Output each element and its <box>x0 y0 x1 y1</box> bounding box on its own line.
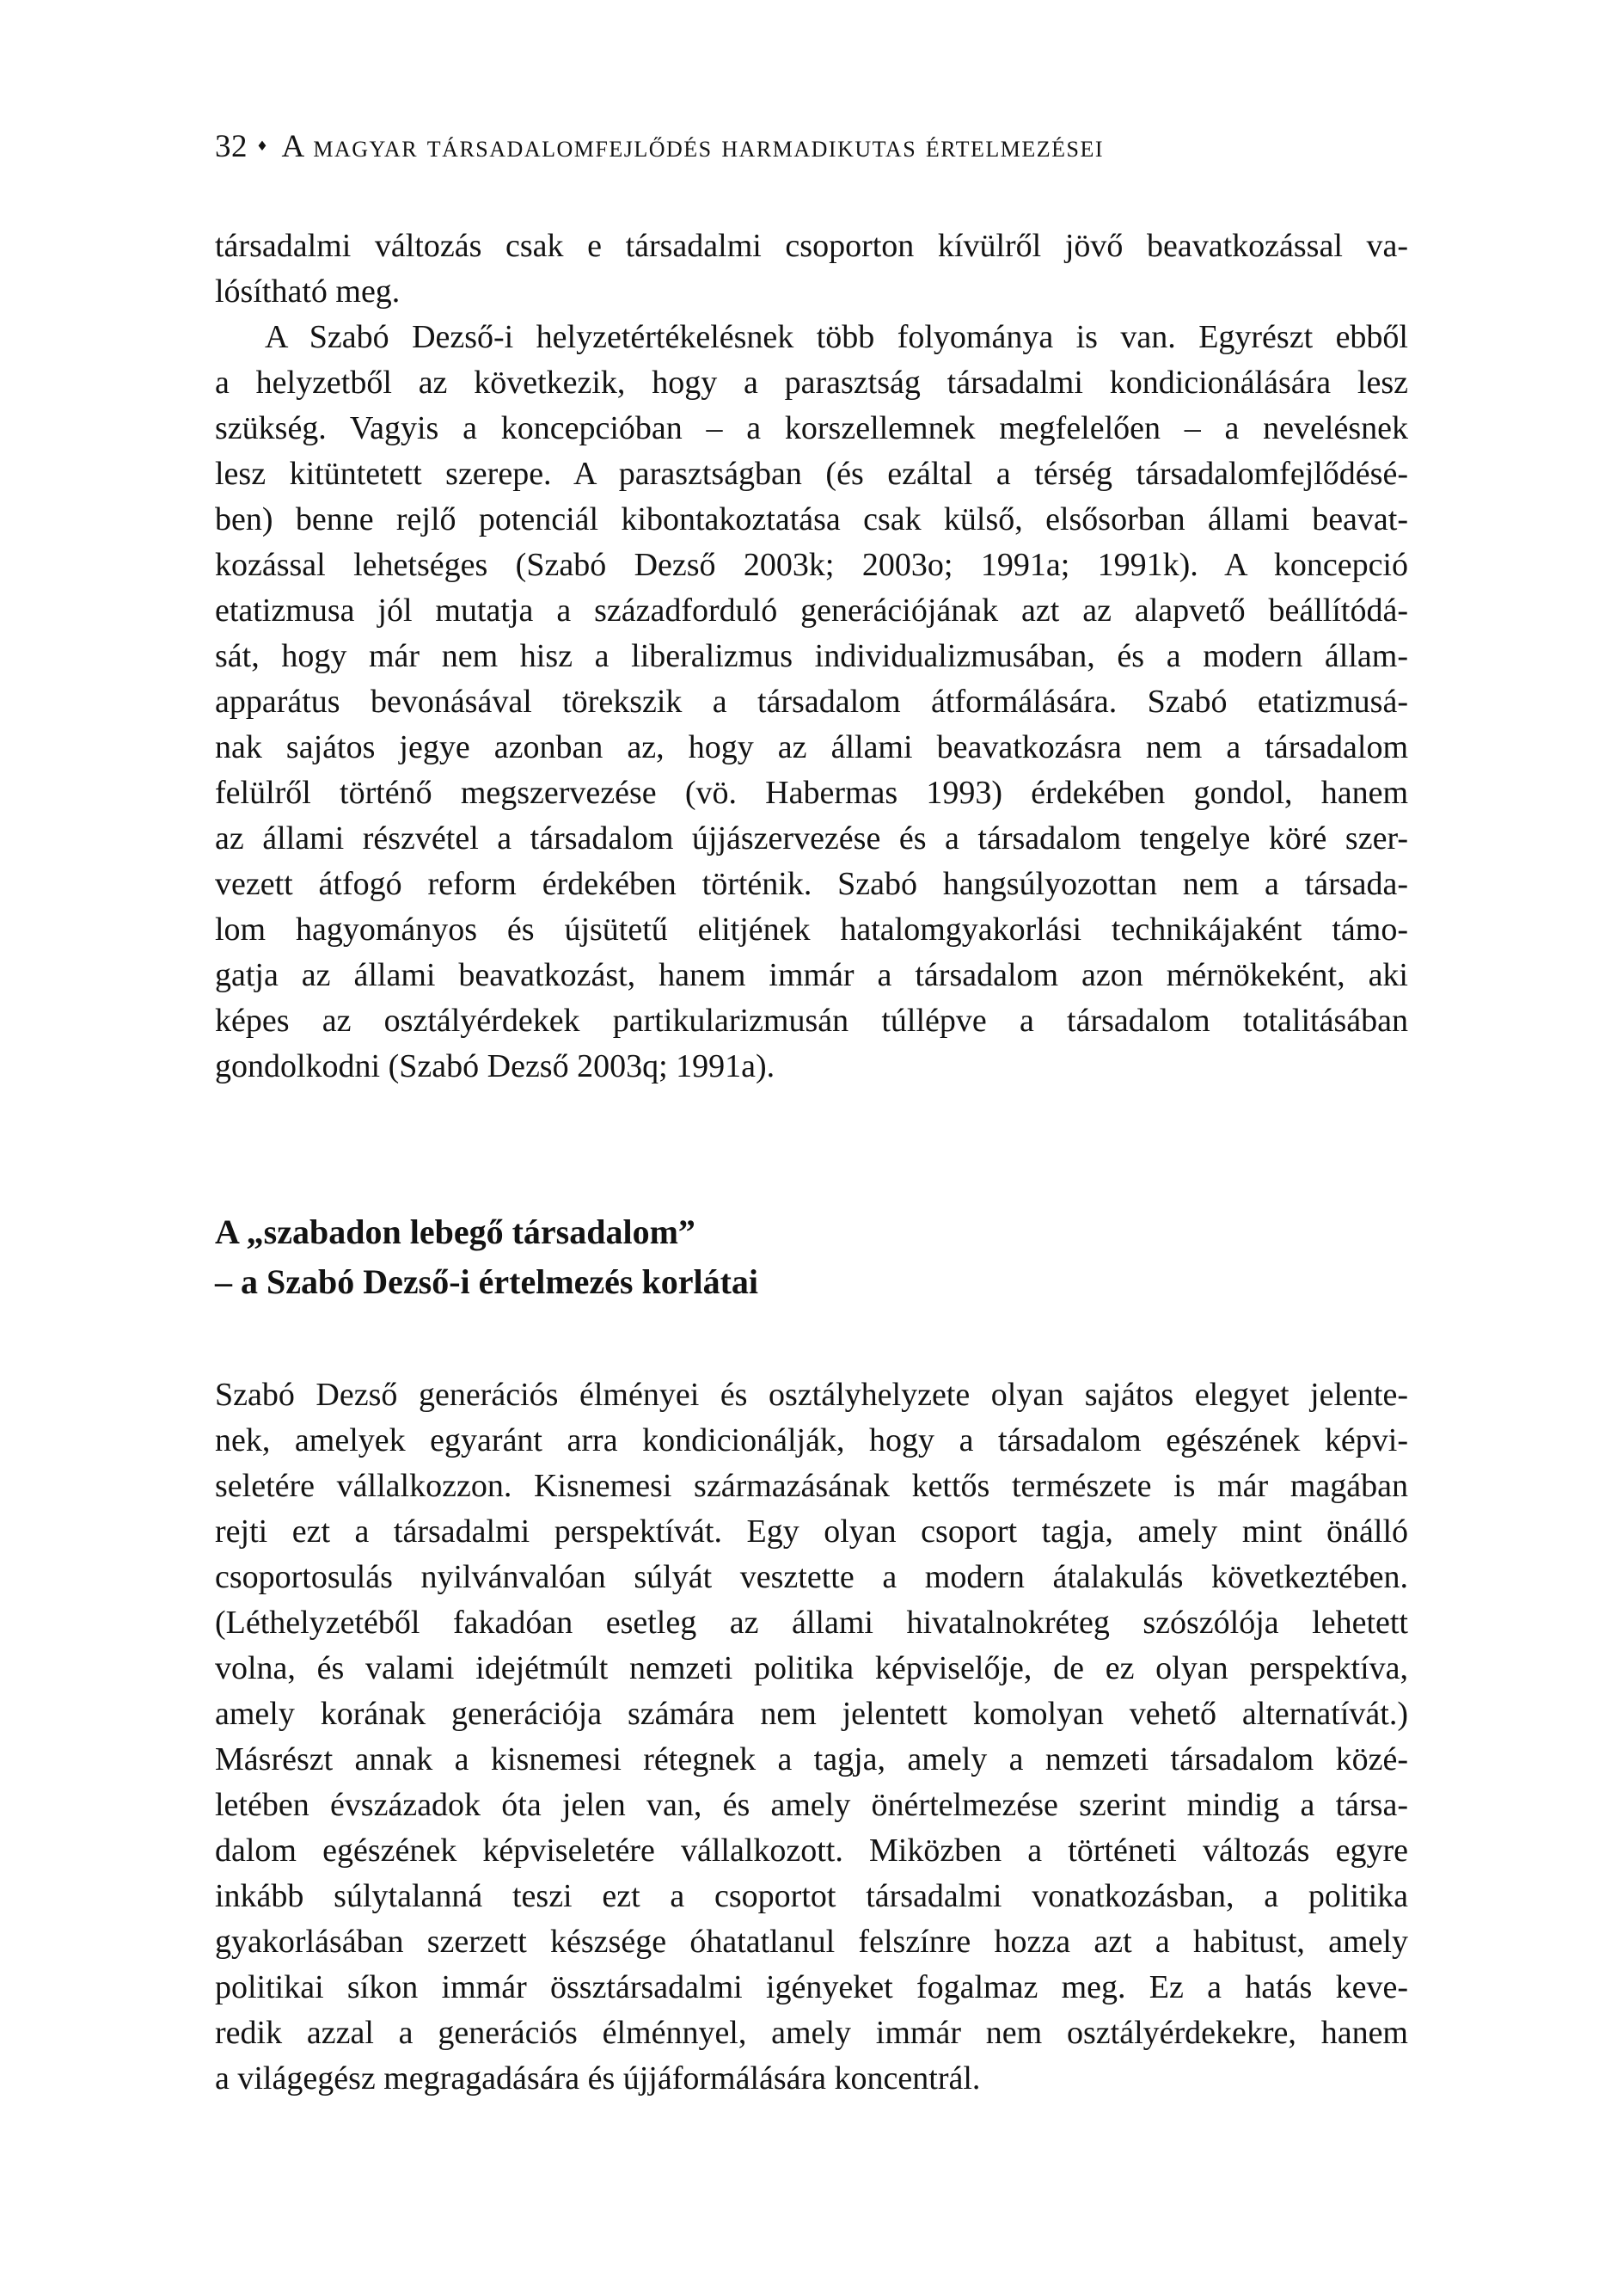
text-line: Szabó Dezső generációs élményei és osztályhelyzete olyan sajátos elegyet jelente- <box>215 1377 1408 1413</box>
text-line: volna, és valami idejétmúlt nemzeti politika képviselője, de ez olyan perspektíva, <box>215 1650 1408 1686</box>
page-number: 32 <box>215 128 248 164</box>
text-line: (Léthelyzetéből fakadóan esetleg az állami hivatalnokréteg szószólója lehetett <box>215 1605 1408 1641</box>
text-line: felülről történő megszervezése (vö. Habermas 1993) érdekében gondol, hanem <box>215 775 1408 811</box>
text-line: az állami részvétel a társadalom újjászervezése és a társadalom tengelye köré szer- <box>215 820 1408 856</box>
text-line: A Szabó Dezső-i helyzetértékelésnek több folyománya is van. Egyrészt ebből <box>265 319 1408 355</box>
text-line: a világegész megragadására és újjáformálására koncentrál. <box>215 2060 981 2096</box>
text-line: amely korának generációja számára nem jelentett komolyan vehető alternatívát.) <box>215 1696 1408 1732</box>
text-line: lesz kitüntetett szerepe. A parasztságban (és ezáltal a térség társadalomfejlődésé- <box>215 456 1408 492</box>
text-line: sát, hogy már nem hisz a liberalizmus individualizmusában, és a modern állam- <box>215 638 1408 674</box>
text-line: szükség. Vagyis a koncepcióban – a korszellemnek megfelelően – a nevelésnek <box>215 410 1408 446</box>
text-line: nak sajátos jegye azonban az, hogy az állami beavatkozásra nem a társadalom <box>215 729 1408 765</box>
text-line: rejti ezt a társadalmi perspektívát. Egy olyan csoport tagja, amely mint önálló <box>215 1513 1408 1550</box>
text-line: letében évszázadok óta jelen van, és amely önértelmezése szerint mindig a társa- <box>215 1787 1408 1823</box>
section-heading <box>215 1207 1408 1307</box>
text-line: lósítható meg. <box>215 273 401 310</box>
text-line: gyakorlásában szerzett készsége óhatatlanul felszínre hozza azt a habitust, amely <box>215 1924 1408 1960</box>
body-paragraph-1 <box>215 224 1408 315</box>
running-head <box>215 127 1408 166</box>
text-line: A „szabadon lebegő társadalom” <box>215 1212 695 1251</box>
text-line: etatizmusa jól mutatja a századforduló generációjának azt az alapvető beállítódá- <box>215 592 1408 629</box>
text-line: – a Szabó Dezső-i értelmezés korlátai <box>215 1262 759 1301</box>
text-line: redik azzal a generációs élménnyel, amely immár nem osztályérdekekre, hanem <box>215 2015 1408 2051</box>
body-paragraph-2 <box>215 315 1408 1090</box>
text-line: gatja az állami beavatkozást, hanem immár a társadalom azon mérnökeként, aki <box>215 957 1408 993</box>
text-line: gondolkodni (Szabó Dezső 2003q; 1991a). <box>215 1048 775 1084</box>
text-line: társadalmi változás csak e társadalmi csoporton kívülről jövő beavatkozással va- <box>215 228 1408 264</box>
body-paragraph-3 <box>215 1372 1408 2102</box>
running-head-title: A magyar társadalomfejlődés harmadikutas értelmezései <box>281 128 1104 164</box>
text-line: kozással lehetséges (Szabó Dezső 2003k; 2003o; 1991a; 1991k). A koncepció <box>215 547 1408 583</box>
text-line: a helyzetből az következik, hogy a parasztság társadalmi kondicionálására lesz <box>215 365 1408 401</box>
text-line: vezett átfogó reform érdekében történik. Szabó hangsúlyozottan nem a társada- <box>215 866 1408 902</box>
text-line: képes az osztályérdekek partikularizmusán túllépve a társadalom totalitásában <box>215 1003 1408 1039</box>
text-line: csoportosulás nyilvánvalóan súlyát vesztette a modern átalakulás következtében. <box>215 1559 1408 1595</box>
text-line: ben) benne rejlő potenciál kibontakoztatása csak külső, elsősorban állami beavat- <box>215 501 1408 537</box>
text-line: seletére vállalkozzon. Kisnemesi származásának kettős természete is már magában <box>215 1468 1408 1504</box>
diamond-icon: ♦ <box>256 138 270 154</box>
text-line: nek, amelyek egyaránt arra kondicionálják, hogy a társadalom egészének képvi- <box>215 1422 1408 1458</box>
text-line: Másrészt annak a kisnemesi rétegnek a tagja, amely a nemzeti társadalom közé- <box>215 1741 1408 1777</box>
text-line: apparátus bevonásával törekszik a társadalom átformálására. Szabó etatizmusá- <box>215 684 1408 720</box>
text-line: inkább súlytalanná teszi ezt a csoportot társadalmi vonatkozásban, a politika <box>215 1878 1408 1914</box>
text-line: politikai síkon immár össztársadalmi igényeket fogalmaz meg. Ez a hatás keve- <box>215 1969 1408 2005</box>
text-line: lom hagyományos és újsütetű elitjének hatalomgyakorlási technikájaként támo- <box>215 912 1408 948</box>
text-line: dalom egészének képviseletére vállalkozott. Miközben a történeti változás egyre <box>215 1833 1408 1869</box>
